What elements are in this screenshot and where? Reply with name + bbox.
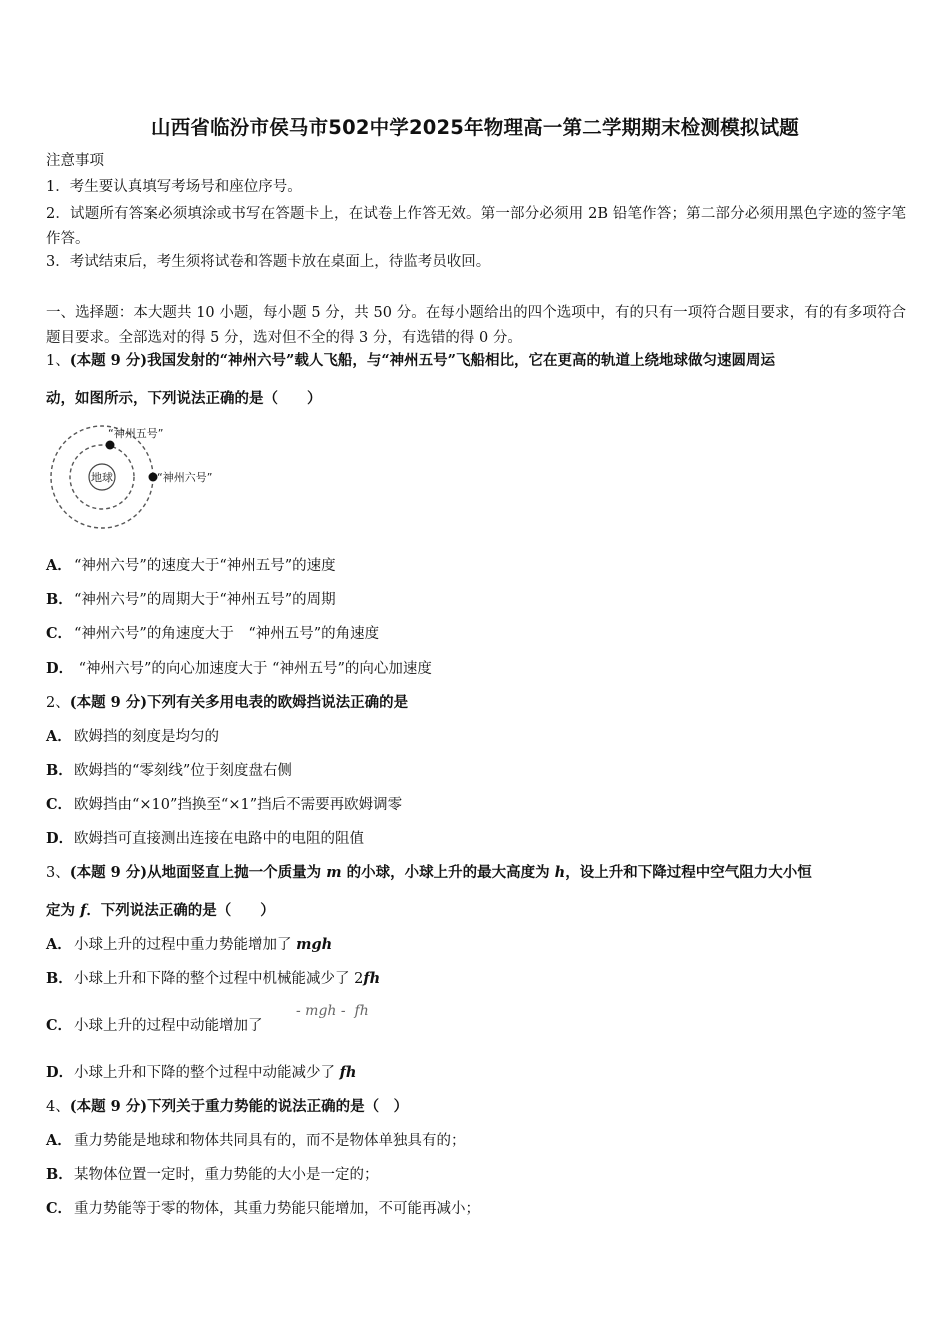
question-text-a: (本题 9 分)从地面竖直上抛一个质量为 xyxy=(69,864,327,881)
option-text: 欧姆挡可直接测出连接在电路中的电阻的阻值 xyxy=(74,831,364,847)
notice-item-2: 2．试题所有答案必须填涂或书写在答题卡上，在试卷上作答无效。第一部分必须用 2B 铅笔作答；第二部分必须用黑色字迹的签字笔作答。 xyxy=(46,206,906,247)
option-var: fh xyxy=(339,1064,357,1081)
option-text: 小球上升和下降的整个过程中动能减少了 xyxy=(74,1065,340,1081)
option-label: C． xyxy=(46,1017,73,1034)
q3-option-c xyxy=(46,1016,906,1036)
option-label: D． xyxy=(46,830,74,847)
option-text: 重力势能是地球和物体共同具有的，而不是物体单独具有的； xyxy=(74,1133,466,1149)
option-label: B． xyxy=(46,970,73,987)
question-text-c: ，设上升和下降过程中空气阻力大小恒 xyxy=(565,864,812,881)
formula-part-1: - mgh - xyxy=(296,1003,346,1019)
question-1-line-2: 动，如图所示，下列说法正确的是（ ） xyxy=(46,390,322,407)
question-number: 2、 xyxy=(46,695,70,711)
page-title: 山西省临汾市侯马市502中学2025年物理高一第二学期期末检测模拟试题 xyxy=(151,116,799,139)
option-label: A． xyxy=(46,936,72,953)
option-text: 欧姆挡的刻度是均匀的 xyxy=(74,729,219,745)
option-label: B． xyxy=(46,1166,73,1183)
q4-option-b xyxy=(46,1165,906,1185)
option-text: 欧姆挡的“零刻线”位于刻度盘右侧 xyxy=(74,763,292,779)
orbit-svg xyxy=(46,419,246,531)
option-text: “神州六号”的速度大于“神州五号”的速度 xyxy=(74,558,336,574)
question-3-line-2 xyxy=(46,901,906,921)
question-text-d: 定为 xyxy=(46,902,81,919)
question-2 xyxy=(46,693,906,713)
option-label: C． xyxy=(46,796,73,813)
option-label: C． xyxy=(46,625,73,642)
question-text: (本题 9 分)下列关于重力势能的说法正确的是（ ） xyxy=(69,1098,409,1115)
option-text: 小球上升和下降的整个过程中机械能减少了 2 xyxy=(74,971,364,987)
question-number: 4、 xyxy=(46,1099,70,1115)
option-label: C． xyxy=(46,1200,73,1217)
q1-option-a xyxy=(46,556,906,576)
q1-option-c xyxy=(46,624,906,644)
option-var: fh xyxy=(363,970,381,987)
shenzhou-6-label: “神州六号” xyxy=(157,471,213,484)
option-label: B． xyxy=(46,591,73,608)
question-1 xyxy=(46,351,906,371)
question-text-e: ．下列说法正确的是（ ） xyxy=(86,902,275,919)
earth-label: 地球 xyxy=(91,471,113,484)
q2-option-a xyxy=(46,727,906,747)
option-text: 小球上升的过程中动能增加了 xyxy=(74,1018,263,1034)
question-number: 3、 xyxy=(46,865,70,881)
question-text: (本题 9 分)下列有关多用电表的欧姆挡说法正确的是 xyxy=(69,694,409,711)
option-label: B． xyxy=(46,762,73,779)
notice-item-1: 1．考生要认真填写考场号和座位序号。 xyxy=(46,179,302,195)
option-label: D． xyxy=(46,660,74,677)
option-text: “神州六号”的周期大于“神州五号”的周期 xyxy=(74,592,336,608)
question-3 xyxy=(46,863,906,883)
question-number: 1、 xyxy=(46,353,70,369)
option-label: A． xyxy=(46,557,72,574)
question-text: (本题 9 分)我国发射的“神州六号”载人飞船，与“神州五号”飞船相比，它在更高的轨道上绕地球做匀速圆周运 xyxy=(69,352,775,369)
q2-option-b xyxy=(46,761,906,781)
option-text: “神州六号”的向心加速度大于 “神州五号”的向心加速度 xyxy=(74,661,432,677)
q4-option-c xyxy=(46,1199,906,1219)
question-4 xyxy=(46,1097,906,1117)
shenzhou-5-label: “神州五号” xyxy=(108,427,164,440)
q3-option-b xyxy=(46,969,906,989)
option-text: 某物体位置一定时，重力势能的大小是一定的； xyxy=(74,1167,379,1183)
var-m: m xyxy=(326,864,342,881)
option-label: A． xyxy=(46,728,72,745)
q4-option-a xyxy=(46,1131,906,1151)
question-text-b: 的小球，小球上升的最大高度为 xyxy=(341,864,555,881)
shenzhou-5-satellite-icon xyxy=(106,441,115,450)
q1-option-d xyxy=(46,659,906,679)
formula-part-2: fh xyxy=(354,1003,369,1019)
q2-option-c xyxy=(46,795,906,815)
var-f: f xyxy=(80,902,87,919)
q3-option-c-formula xyxy=(296,1003,369,1019)
section-heading: 一、选择题：本大题共 10 小题，每小题 5 分，共 50 分。在每小题给出的四个选项中，有的只有一项符合题目要求，有的有多项符合题目要求。全部选对的得 5 分，选对但不全的得 3 分，有选错的得 0 分。 xyxy=(46,305,906,346)
notice-heading: 注意事项 xyxy=(46,153,104,169)
option-label: D． xyxy=(46,1064,74,1081)
option-text: 小球上升的过程中重力势能增加了 xyxy=(74,937,297,953)
orbit-diagram xyxy=(46,419,246,531)
option-var: mgh xyxy=(296,936,333,953)
option-text: 重力势能等于零的物体，其重力势能只能增加，不可能再减小； xyxy=(74,1201,480,1217)
q2-option-d xyxy=(46,829,906,849)
var-h: h xyxy=(554,864,566,881)
option-label: A． xyxy=(46,1132,72,1149)
option-text: “神州六号”的角速度大于 “神州五号”的角速度 xyxy=(74,626,380,642)
option-text: 欧姆挡由“×10”挡换至“×1”挡后不需要再欧姆调零 xyxy=(74,797,403,813)
notice-item-3: 3．考试结束后，考生须将试卷和答题卡放在桌面上，待监考员收回。 xyxy=(46,254,491,270)
q3-option-d xyxy=(46,1063,906,1083)
q1-option-b xyxy=(46,590,906,610)
q3-option-a xyxy=(46,935,906,955)
